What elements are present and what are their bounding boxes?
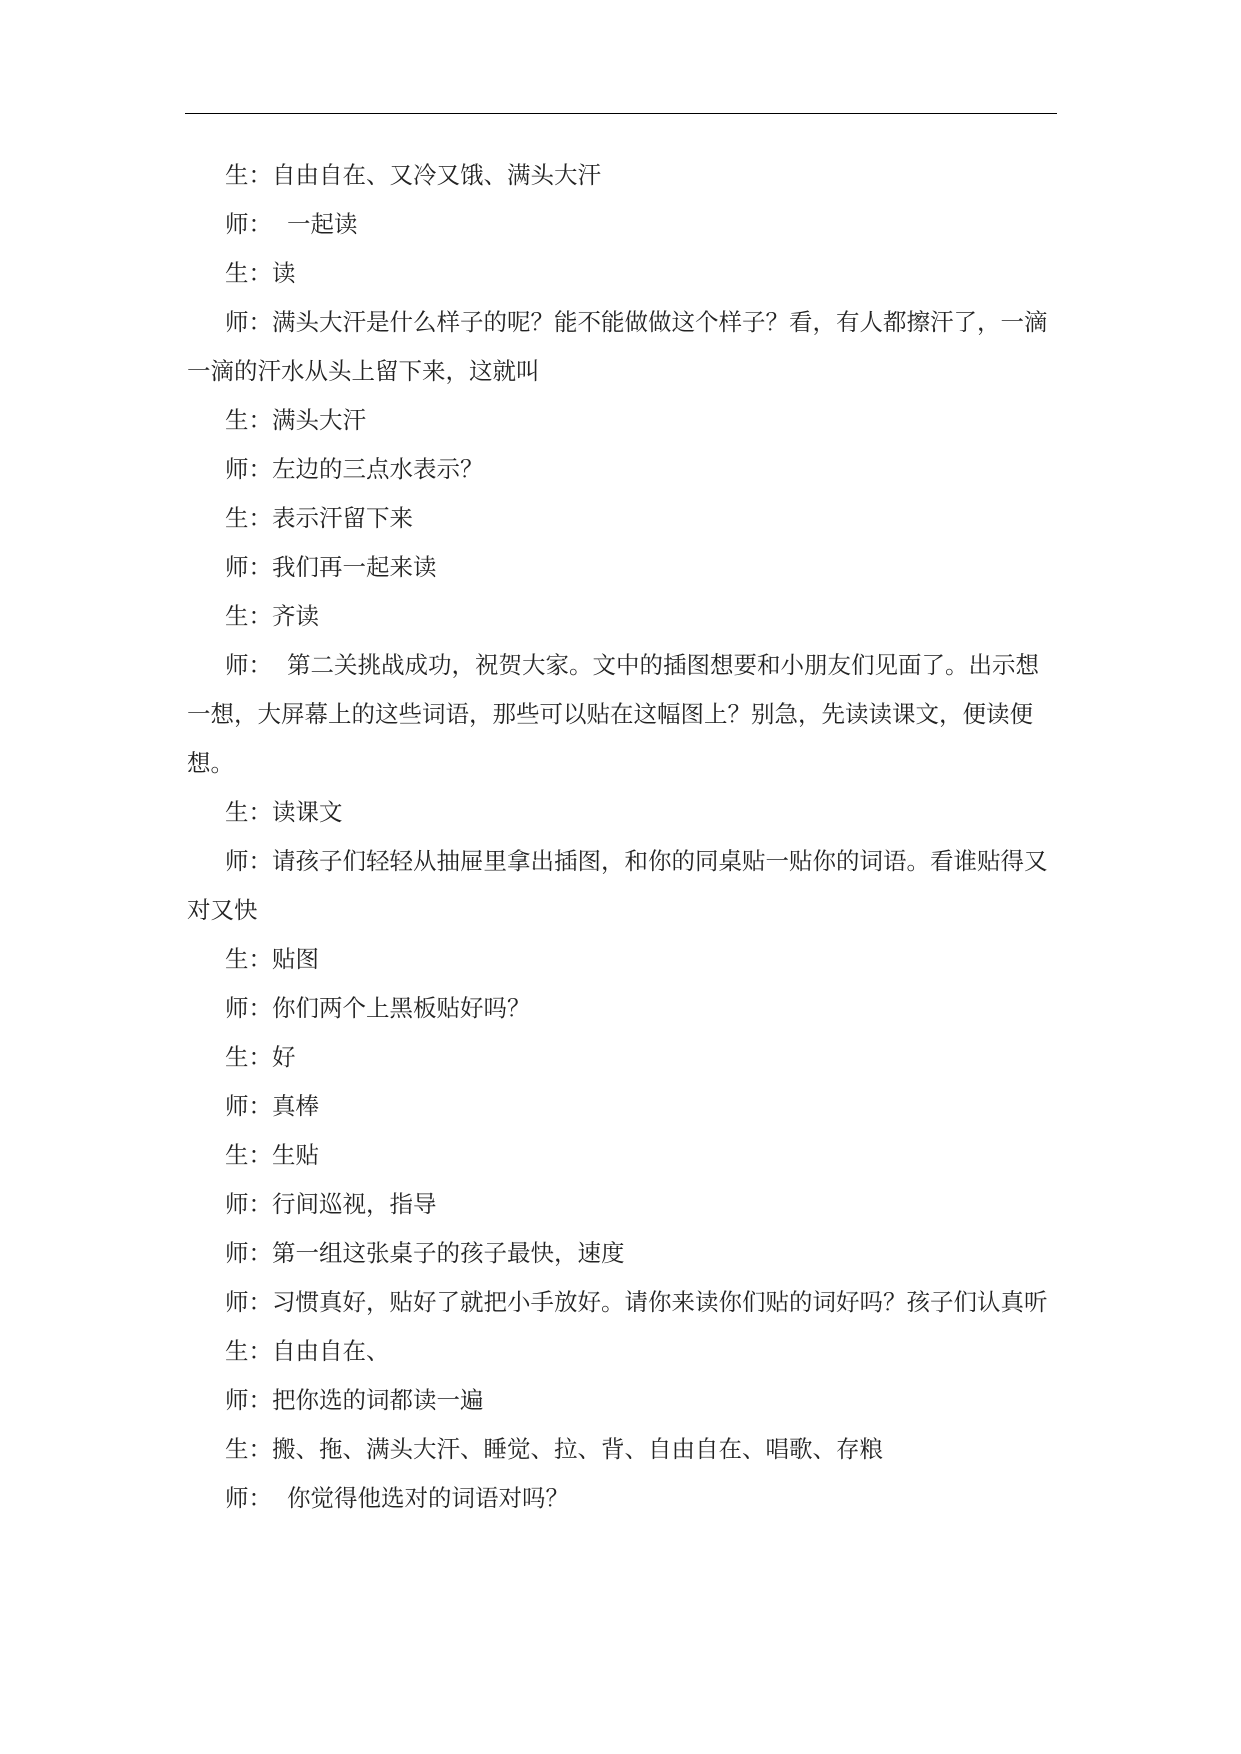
dialogue-line: 师：满头大汗是什么样子的呢？能不能做做这个样子？看，有人都擦汗了，一滴一滴的汗水从头上留下来，这就叫: [187, 308, 1048, 385]
dialogue-line: 师：习惯真好，贴好了就把小手放好。请你来读你们贴的词好吗？孩子们认真听: [225, 1288, 1048, 1316]
dialogue-line: 师：左边的三点水表示？: [225, 455, 484, 483]
dialogue-line: 生：自由自在、又冷又饿、满头大汗: [225, 161, 601, 189]
dialogue-line: 生：读课文: [225, 798, 343, 826]
dialogue-line: 生：表示汗留下来: [225, 504, 413, 532]
dialogue-line: 师：第一组这张桌子的孩子最快，速度: [225, 1239, 625, 1267]
document-body: [187, 151, 1057, 1523]
dialogue-line: 师：你们两个上黑板贴好吗？: [225, 994, 531, 1022]
dialogue-line: 师：我们再一起来读: [225, 553, 437, 581]
dialogue-line: 师： 一起读: [225, 210, 358, 238]
dialogue-line: 生：搬、拖、满头大汗、睡觉、拉、背、自由自在、唱歌、存粮: [225, 1435, 883, 1463]
dialogue-line: 师： 第二关挑战成功，祝贺大家。文中的插图想要和小朋友们见面了。出示想一想，大屏幕上的这些词语，那些可以贴在这幅图上？别急，先读读课文，便读便想。: [187, 651, 1039, 777]
dialogue-line: 师：真棒: [225, 1092, 319, 1120]
dialogue-line: 生：满头大汗: [225, 406, 366, 434]
dialogue-line: 生：贴图: [225, 945, 319, 973]
dialogue-line: 师： 你觉得他选对的词语对吗？: [225, 1484, 569, 1512]
dialogue-line: 生：生贴: [225, 1141, 319, 1169]
dialogue-line: 生：自由自在、: [225, 1337, 390, 1365]
dialogue-line: 生：好: [225, 1043, 296, 1071]
dialogue-line: 师：行间巡视，指导: [225, 1190, 437, 1218]
dialogue-line: 师：请孩子们轻轻从抽屉里拿出插图，和你的同桌贴一贴你的词语。看谁贴得又对又快: [187, 847, 1048, 924]
dialogue-line: 生：齐读: [225, 602, 319, 630]
header-rule: [185, 113, 1057, 114]
dialogue-line: 师：把你选的词都读一遍: [225, 1386, 484, 1414]
dialogue-line: 生：读: [225, 259, 296, 287]
